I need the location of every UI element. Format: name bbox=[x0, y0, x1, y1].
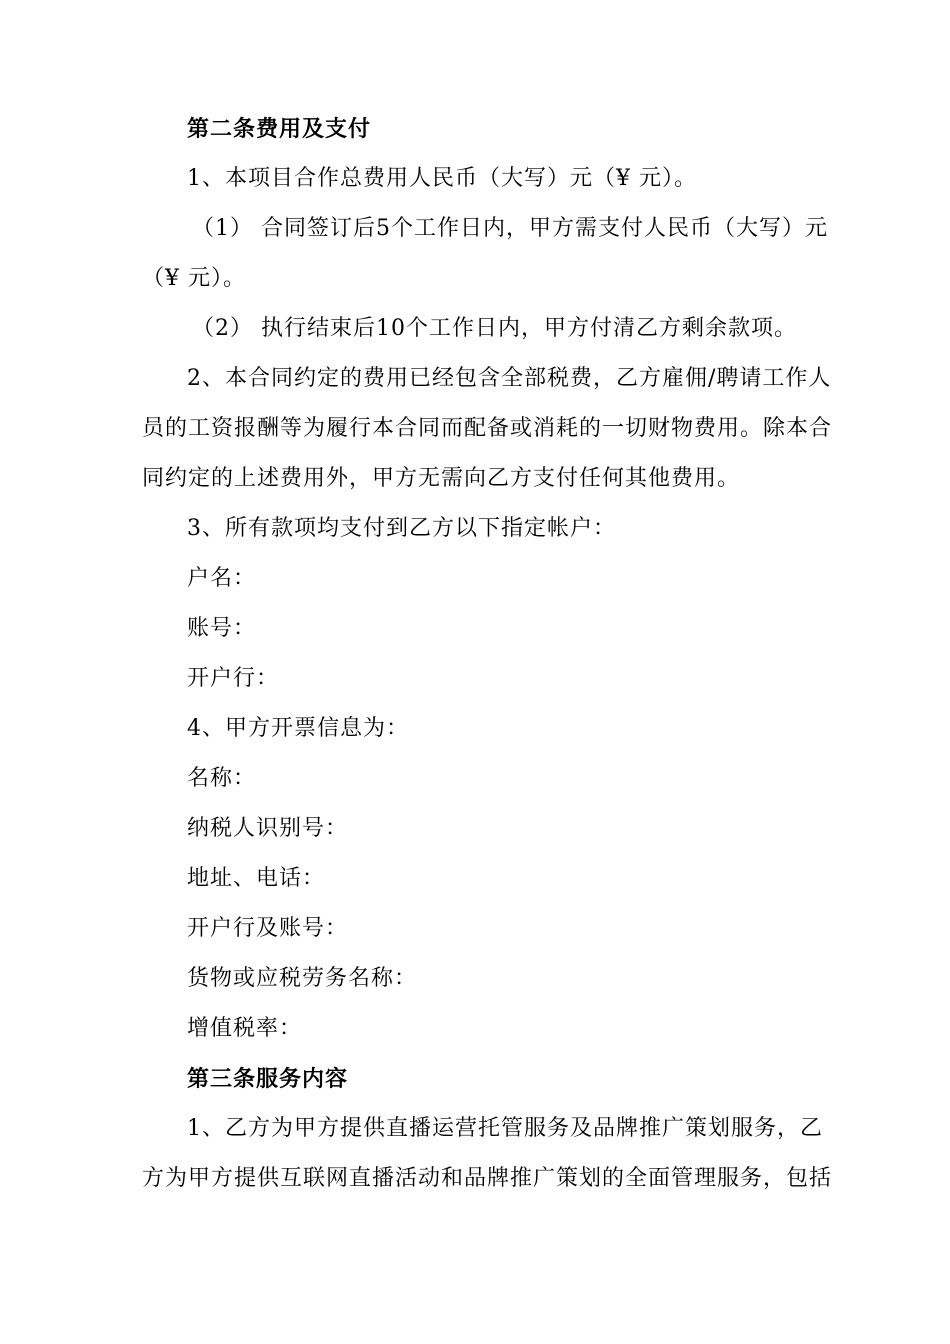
field-bank: 开户行： bbox=[187, 666, 280, 691]
field-taxpayer-id: 纳税人识别号： bbox=[187, 816, 349, 841]
field-goods-services: 货物或应税劳务名称： bbox=[187, 966, 418, 991]
field-address-phone: 地址、电话： bbox=[187, 866, 326, 891]
paragraph-line: 2、本合同约定的费用已经包含全部税费，乙方雇佣/聘请工作人 bbox=[187, 366, 832, 391]
field-bank-account: 开户行及账号： bbox=[187, 916, 349, 941]
paragraph-line: 同约定的上述费用外，甲方无需向乙方支付任何其他费用。 bbox=[142, 466, 741, 491]
paragraph-line: （¥ 元）。 bbox=[142, 266, 246, 291]
field-account-name: 户名： bbox=[187, 566, 257, 591]
field-vat-rate: 增值税率： bbox=[187, 1016, 303, 1041]
paragraph-line: 4、甲方开票信息为： bbox=[187, 716, 409, 741]
section-heading-fees: 第二条费用及支付 bbox=[187, 116, 372, 142]
paragraph-line: 员的工资报酬等为履行本合同而配备或消耗的一切财物费用。除本合 bbox=[142, 416, 833, 441]
paragraph-line: 1、乙方为甲方提供直播运营托管服务及品牌推广策划服务，乙 bbox=[187, 1116, 823, 1141]
paragraph-line: 1、本项目合作总费用人民币（大写）元（¥ 元）。 bbox=[187, 166, 697, 191]
paragraph-line: 方为甲方提供互联网直播活动和品牌推广策划的全面管理服务，包括 bbox=[142, 1166, 833, 1191]
paragraph-line: （2） 执行结束后10个工作日内，甲方付清乙方剩余款项。 bbox=[192, 316, 797, 341]
field-invoice-name: 名称： bbox=[187, 766, 257, 791]
paragraph-line: （1） 合同签订后5个工作日内，甲方需支付人民币（大写）元 bbox=[192, 216, 828, 241]
section-heading-services: 第三条服务内容 bbox=[187, 1066, 349, 1092]
field-account-number: 账号： bbox=[187, 616, 257, 641]
document-body bbox=[142, 104, 832, 1204]
paragraph-line: 3、所有款项均支付到乙方以下指定帐户： bbox=[187, 516, 616, 541]
